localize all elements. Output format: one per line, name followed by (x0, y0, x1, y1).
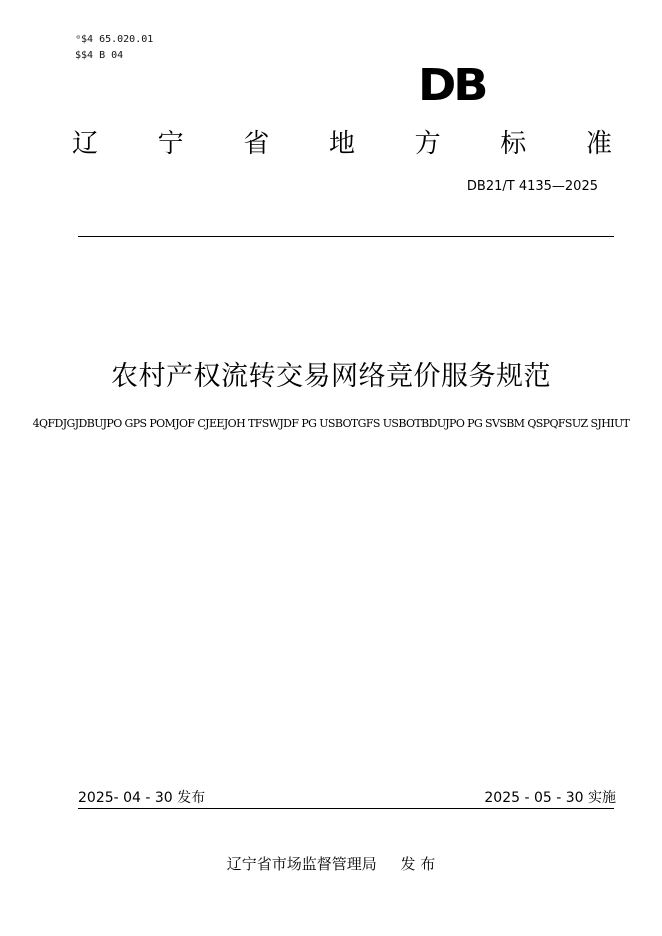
issue-date: 2025- 04 - 30 发布 (78, 790, 206, 806)
ccs-code: $$4 B 04 (75, 50, 124, 61)
classification-codes (75, 32, 153, 64)
standard-type-char: 宁 (157, 129, 184, 159)
standard-type-char: 方 (414, 129, 441, 159)
document-title-english: 4QFDJGJDBUJPO GPS POMJOF CJEEJOH TFSWJDF PG USBOTGFS USBOTBDUJPO PG SVSBM QSPQFSUZ SJHIUT (32, 417, 630, 430)
footer-divider (78, 808, 614, 809)
db-logo: DB (418, 60, 486, 111)
standard-type-title (72, 128, 612, 160)
standard-type-char: 标 (500, 129, 527, 159)
publisher: 辽宁省市场监督管理局 发 布 (226, 855, 436, 873)
standard-type-char: 辽 (72, 129, 99, 159)
standard-type-char: 准 (585, 129, 612, 159)
implementation-date: 2025 - 05 - 30 实施 (484, 790, 616, 806)
header-divider (78, 236, 614, 237)
document-title-chinese: 农村产权流转交易网络竞价服务规范 (111, 361, 551, 392)
standard-number: DB21/T 4135—2025 (466, 179, 598, 194)
ics-code: ᵅ$4 65.020.01 (75, 34, 154, 45)
standard-type-char: 地 (328, 129, 355, 159)
standard-type-char: 省 (243, 129, 270, 159)
